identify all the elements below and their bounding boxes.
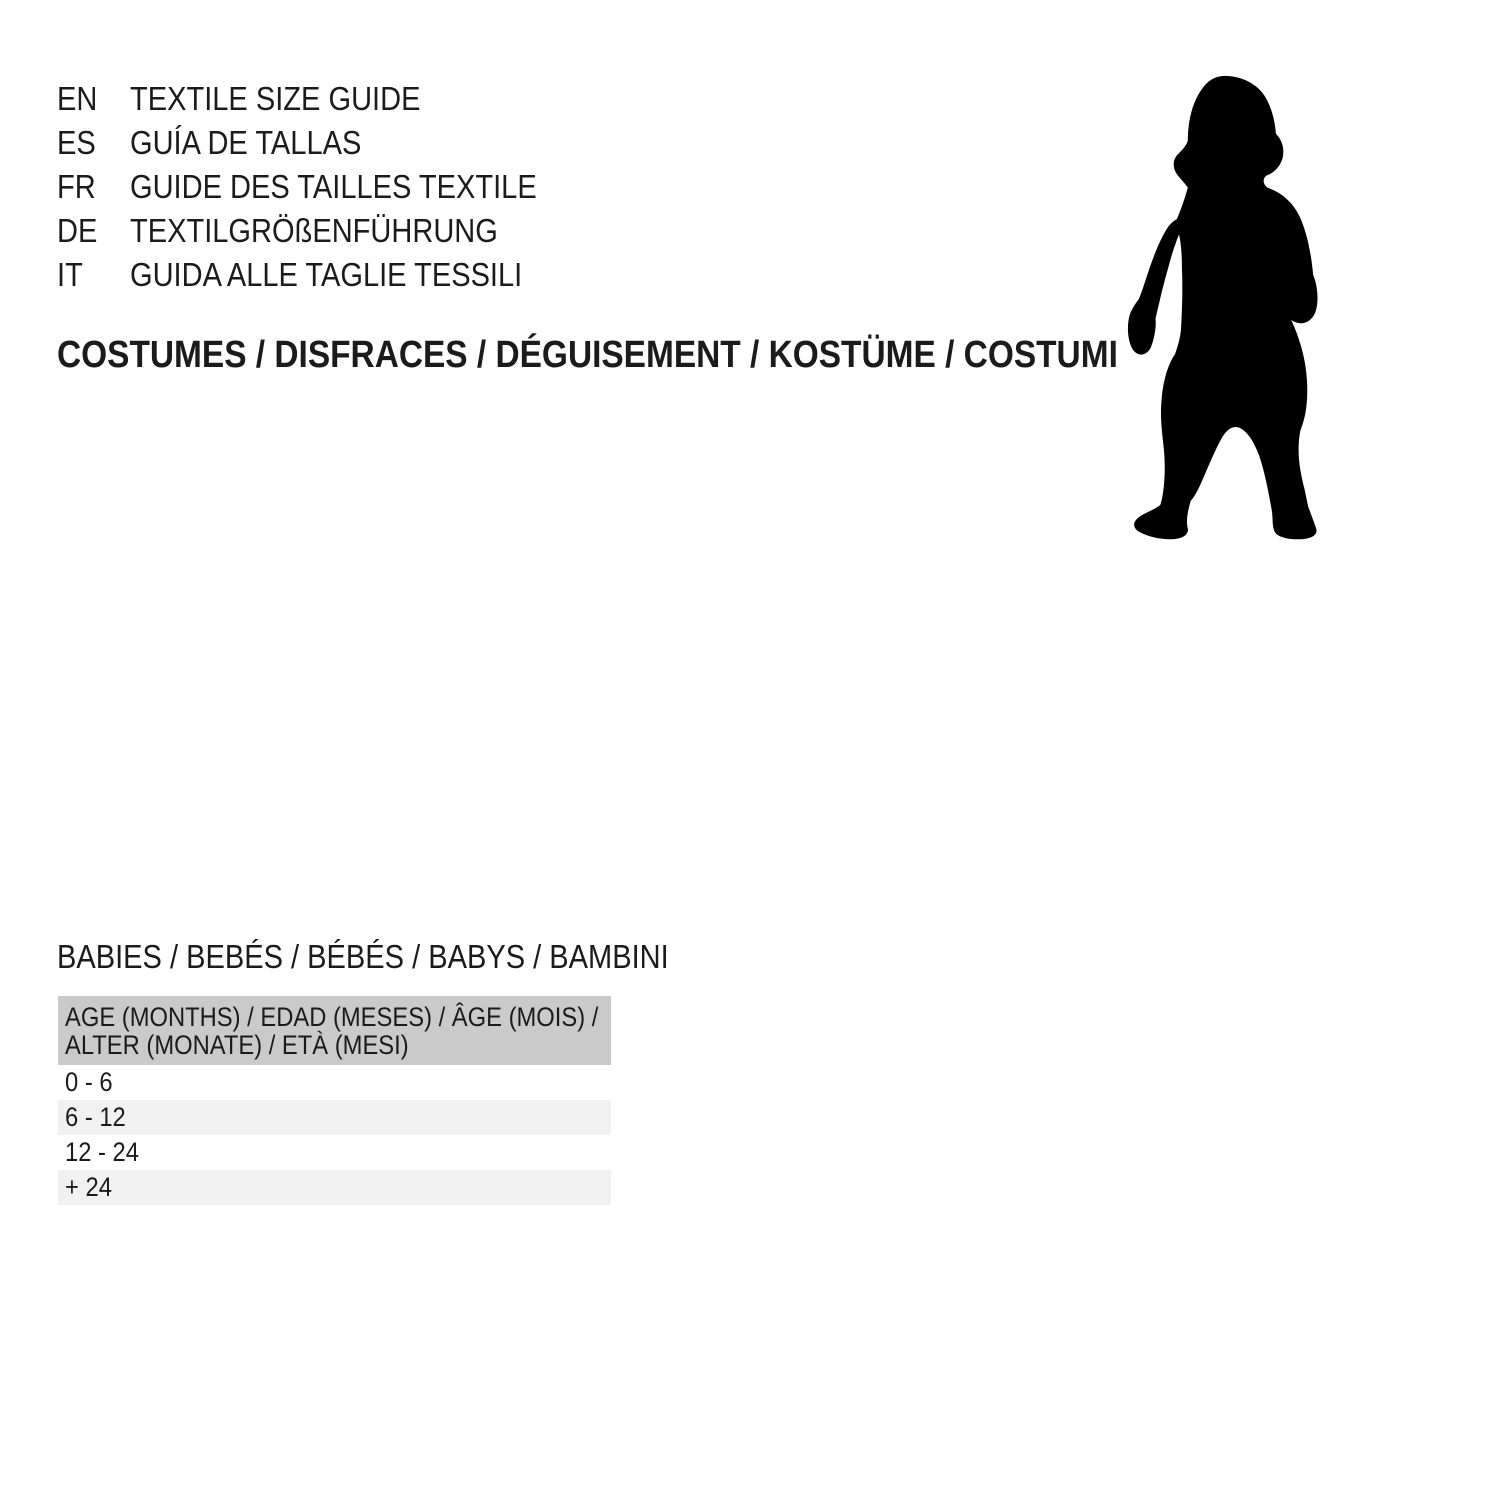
language-code: DE bbox=[57, 212, 98, 249]
language-label: GUÍA DE TALLAS bbox=[130, 124, 362, 161]
language-list bbox=[57, 77, 592, 297]
age-range-value: 12 - 24 bbox=[65, 1137, 139, 1167]
language-label: TEXTILE SIZE GUIDE bbox=[130, 80, 421, 117]
language-code: ES bbox=[57, 124, 96, 161]
table-header bbox=[58, 996, 611, 1065]
age-range-value: 6 - 12 bbox=[65, 1102, 126, 1132]
language-row bbox=[57, 253, 592, 297]
language-label: TEXTILGRÖßENFÜHRUNG bbox=[130, 212, 498, 249]
language-row bbox=[57, 209, 592, 253]
table-row bbox=[58, 1065, 611, 1100]
babies-section-title: BABIES / BEBÉS / BÉBÉS / BABYS / BAMBINI bbox=[57, 938, 669, 975]
table-row bbox=[58, 1135, 611, 1170]
table-header-line: ALTER (MONATE) / ETÀ (MESI) bbox=[65, 1030, 409, 1060]
language-row bbox=[57, 165, 592, 209]
language-label: GUIDA ALLE TAGLIE TESSILI bbox=[130, 256, 523, 293]
age-range-value: 0 - 6 bbox=[65, 1067, 113, 1097]
age-size-table bbox=[58, 996, 611, 1205]
language-row bbox=[57, 121, 592, 165]
language-code: IT bbox=[57, 256, 83, 293]
baby-silhouette-icon bbox=[1127, 72, 1323, 542]
table-header-line: AGE (MONTHS) / EDAD (MESES) / ÂGE (MOIS) / bbox=[65, 1002, 599, 1032]
language-code: EN bbox=[57, 80, 98, 117]
table-row bbox=[58, 1170, 611, 1205]
language-code: FR bbox=[57, 168, 96, 205]
category-title: COSTUMES / DISFRACES / DÉGUISEMENT / KOSTÜME / COSTUMI bbox=[57, 334, 1118, 376]
table-row bbox=[58, 1100, 611, 1135]
language-label: GUIDE DES TAILLES TEXTILE bbox=[130, 168, 537, 205]
language-row bbox=[57, 77, 592, 121]
age-range-value: + 24 bbox=[65, 1172, 112, 1202]
